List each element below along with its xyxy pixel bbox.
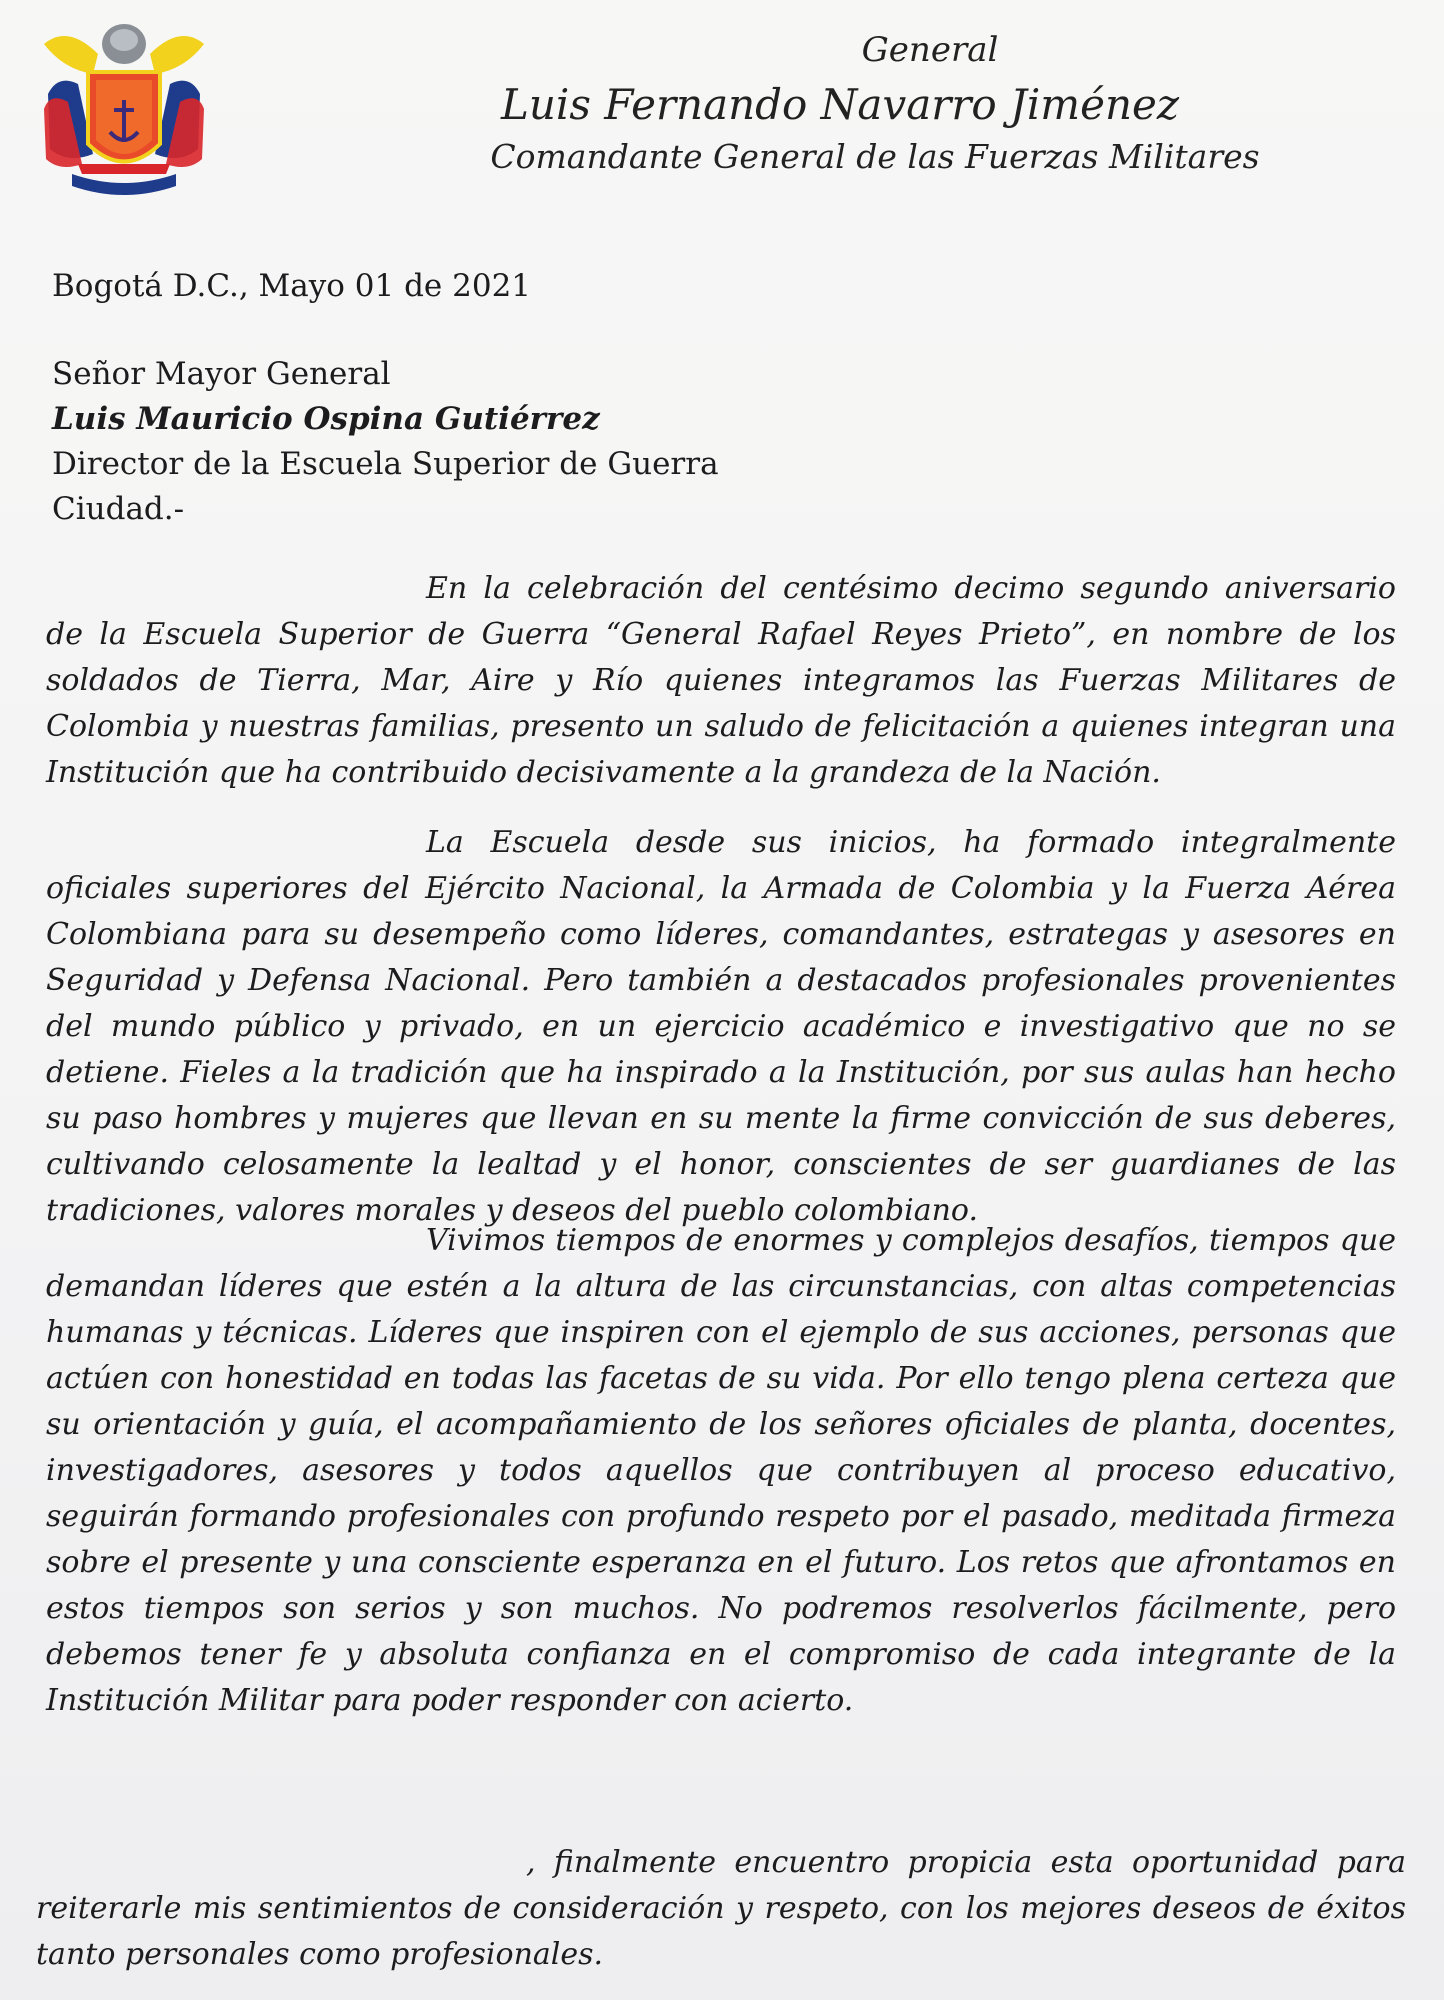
sender-rank: General — [861, 30, 999, 70]
sender-title: Comandante General de las Fuerzas Militares — [490, 137, 1260, 176]
body-paragraph-3: Vivimos tiempos de enormes y complejos desafíos, tiempos que demandan líderes que estén a la altura de las circunstancias, con altas competencias humanas y técnicas. Líderes que inspiren con el ejemplo de sus acciones, personas que actúen con honestidad en todas las facetas de su vida. Por ello tengo plena certeza que su orientación y guía, el acompañamiento de los señores oficiales de planta, docentes, investigadores, asesores y todos aquellos que contribuyen al proceso educativo, seguirán formando profesionales con profundo respeto por el pasado, meditada firmeza sobre el presente y una consciente esperanza en el futuro. Los retos que afrontamos en estos tiempos son serios y son muchos. No podremos resolverlos fácilmente, pero debemos tener fe y absoluta confianza en el compromiso de cada integrante de la Institución Militar para poder responder con acierto. — [46, 1223, 1396, 1718]
recipient-city: Ciudad.- — [52, 491, 185, 527]
recipient-position: Director de la Escuela Superior de Guerra — [52, 446, 719, 482]
letterhead — [470, 30, 1270, 176]
recipient-name: Luis Mauricio Ospina Gutiérrez — [52, 401, 600, 437]
recipient-salutation: Señor Mayor General — [52, 356, 391, 392]
body-paragraph-2: La Escuela desde sus inicios, ha formado integralmente oficiales superiores del Ejército Nacional, la Armada de Colombia y la Fuerza Aérea Colombiana para su desempeño como líderes, comandantes, estrategas y asesores en Seguridad y Defensa Nacional. Pero también a destacados profesionales provenientes del mundo público y privado, en un ejercicio académico e investigativo que no se detiene. Fieles a la tradición que ha inspirado a la Institución, por sus aulas han hecho su paso hombres y mujeres que llevan en su mente la firme convicción de sus deberes, cultivando celosamente la lealtad y el honor, conscientes de ser guardianes de las tradiciones, valores morales y deseos del pueblo colombiano. — [46, 825, 1396, 1228]
letter-date: Bogotá D.C., Mayo 01 de 2021 — [52, 268, 532, 304]
closing-paragraph: , finalmente encuentro propicia esta oportunidad para reiterarle mis sentimientos de consideración y respeto, con los mejores deseos de éxitos tanto personales como profesionales. — [36, 1845, 1406, 1972]
body-paragraph-1: En la celebración del centésimo decimo segundo aniversario de la Escuela Superior de Guerra “General Rafael Reyes Prieto”, en nombre de los soldados de Tierra, Mar, Aire y Río quienes integramos las Fuerzas Militares de Colombia y nuestras familias, presento un saludo de felicitación a quienes integran una Institución que ha contribuido decisivamente a la grandeza de la Nación. — [46, 571, 1396, 790]
recipient-block — [52, 352, 719, 532]
sender-name: Luis Fernando Navarro Jiménez — [500, 80, 1180, 129]
coat-of-arms-icon — [38, 14, 210, 202]
